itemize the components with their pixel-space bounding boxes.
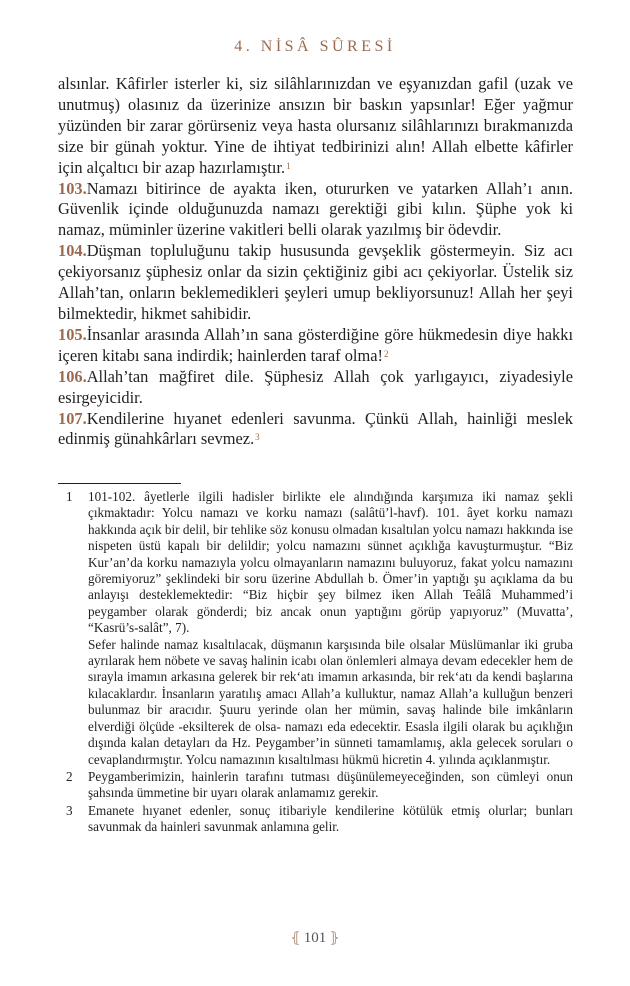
footnote-ref[interactable]: 1 <box>286 160 291 171</box>
paragraph-continuation <box>58 74 573 179</box>
footnote-paragraph: Sefer halinde namaz kısaltılacak, düşmanın karşısında bile olsalar Müslümanlar iki gruba ayrılarak hem nöbete ve savaş halinin icabı olan önlemleri almaya devam edecekler hem de sırayla imamın arkasına gelerek bir rek‘atı imamın arkasında, bir rek‘atı da kendi başlarına kılacaklardır. İnsanların yaratılış amacı Allah’a kulluktur, namaz Allah’a kulluğun benzeri bulunmaz bir aracıdır. Şuuru yerinde olan her mümin, savaş halinde bile imkânların elverdiği ölçüde -eksilterek de olsa- namazı eda edecektir. Esasla ilgili olarak bu açıklığın dışında kalan detayları da Hz. Peygamber’in sünneti tamamlamış, akla gelecek soruları o cevaplandırmıştır. Yolcu namazının kısaltılması hükmü hicretin 4. yılında açıklanmıştır. <box>88 636 573 767</box>
page-number: 101 <box>303 930 327 946</box>
verse-number: 106. <box>58 366 87 386</box>
footnote-paragraph: Emanete hıyanet edenler, sonuç itibariyle kendilerine kötülük etmiş olurlar; bunları savunmak da hainleri savunmak anlamına gelir. <box>88 802 573 835</box>
footnote-number: 3 <box>66 802 73 818</box>
footnote-number: 1 <box>66 489 73 504</box>
footnote-ref[interactable]: 3 <box>255 432 260 443</box>
footnote-1 <box>58 489 573 768</box>
footnote-paragraph: 101-102. âyetlerle ilgili hadisler birlikte ele alındığında karşımıza iki namaz şekli çıkmaktadır: Yolcu namazı ve korku namazı (salâtü’l-havf). 101. âyet korku namazı hakkında açık bir delil, bir tehlike söz konusu olmadan kısaltılan yolcu namazı hakkında ise nispeten üstü kapalı bir delildir; yolcu namazını sünnet açıklığa kavuşturmuştur. “Biz Kur’an’da korku namazıyla yolcu olmayanların namazını buluyoruz, fakat yolcu namazını göremiyoruz” şeklindeki bir soru üzerine Abdullah b. Ömer’in yaptığı şu açıklama da bu anlayışı desteklemektedir: “Biz hiçbir şey bilmez iken Allah Teâlâ Muhammed’i peygamber olarak gönderdi; biz ancak onun yaptığını görüp yapıyoruz” (Muvatta’, “Kasrü’s-salât”, 7). <box>88 489 573 636</box>
footnote-text <box>88 803 573 836</box>
footnote-number: 2 <box>66 768 73 784</box>
main-text <box>58 74 573 450</box>
verse-103 <box>58 179 573 242</box>
footnote-paragraph: Peygamberimizin, hainlerin tarafını tutması düşünülemeyeceğinden, son cümleyi onun şahsında ümmetine bir uyarı olarak anlamamız gerekir. <box>88 768 573 801</box>
footnote-text <box>88 489 573 768</box>
verse-106 <box>58 367 573 409</box>
footnotes <box>58 489 573 837</box>
verse-104 <box>58 241 573 325</box>
verse-107 <box>58 409 573 451</box>
verse-text: Düşman topluluğunu takip hususunda gevşeklik göstermeyin. Siz acı çekiyorsanız şüphesiz onlar da sizin çektiğiniz gibi acı çekiyorlar. Üstelik siz Allah’tan, onların beklemedikleri şeyleri umup bekliyorsunuz! Allah her şeyi bilmektedir, hikmet sahibidir. <box>58 241 573 323</box>
verse-number: 103. <box>58 178 87 198</box>
verse-number: 104. <box>58 241 87 261</box>
footnote-2 <box>58 769 573 802</box>
verse-text: Namazı bitirince de ayakta iken, otururken ve yatarken Allah’ı anın. Güvenlik içinde olduğunuzda namazı gerektiği gibi kılın. Şüphe yok ki namaz, müminler üzerine vakitleri belli olarak yazılmış bir ödevdir. <box>58 178 573 240</box>
ornament-left-icon: ⦃ <box>290 931 301 946</box>
verse-text: Allah’tan mağfiret dile. Şüphesiz Allah çok yarlıgayıcı, ziyadesiyle esirgeyicidir. <box>58 366 573 407</box>
footnote-ref[interactable]: 2 <box>383 348 389 359</box>
ornament-right-icon: ⦄ <box>329 931 340 946</box>
footnote-text <box>88 769 573 802</box>
footnote-3 <box>58 803 573 836</box>
verse-text: İnsanlar arasında Allah’ın sana gösterdiğine göre hükmedesin diye hakkı içeren kitabı sana indirdik; hainlerden taraf olma! <box>58 324 573 365</box>
verse-105 <box>58 325 573 367</box>
running-header: 4. NİSÂ SÛRESİ <box>234 38 396 55</box>
footnote-separator <box>58 483 181 484</box>
paragraph-text: alsınlar. Kâfirler isterler ki, siz silâhlarınızdan ve eşyanızdan gafil (uzak ve unutmuş) olasınız da üzerinize ansızın bir baskın yapsınlar! Eğer yağmur yüzünden bir zarar görürseniz veya hasta olursanız silâhlarınızı bırakmanızda size bir günah yoktur. Yine de ihtiyat tedbirinizi alın! Allah elbette kâfirler için alçaltıcı bir azap hazırlamıştır. <box>58 74 573 177</box>
verse-number: 105. <box>58 324 87 344</box>
verse-number: 107. <box>58 408 87 428</box>
verse-text: Kendilerine hıyanet edenleri savunma. Çünkü Allah, hainliği meslek edinmiş günahkârları sevmez. <box>58 408 573 449</box>
page-footer <box>0 930 630 947</box>
